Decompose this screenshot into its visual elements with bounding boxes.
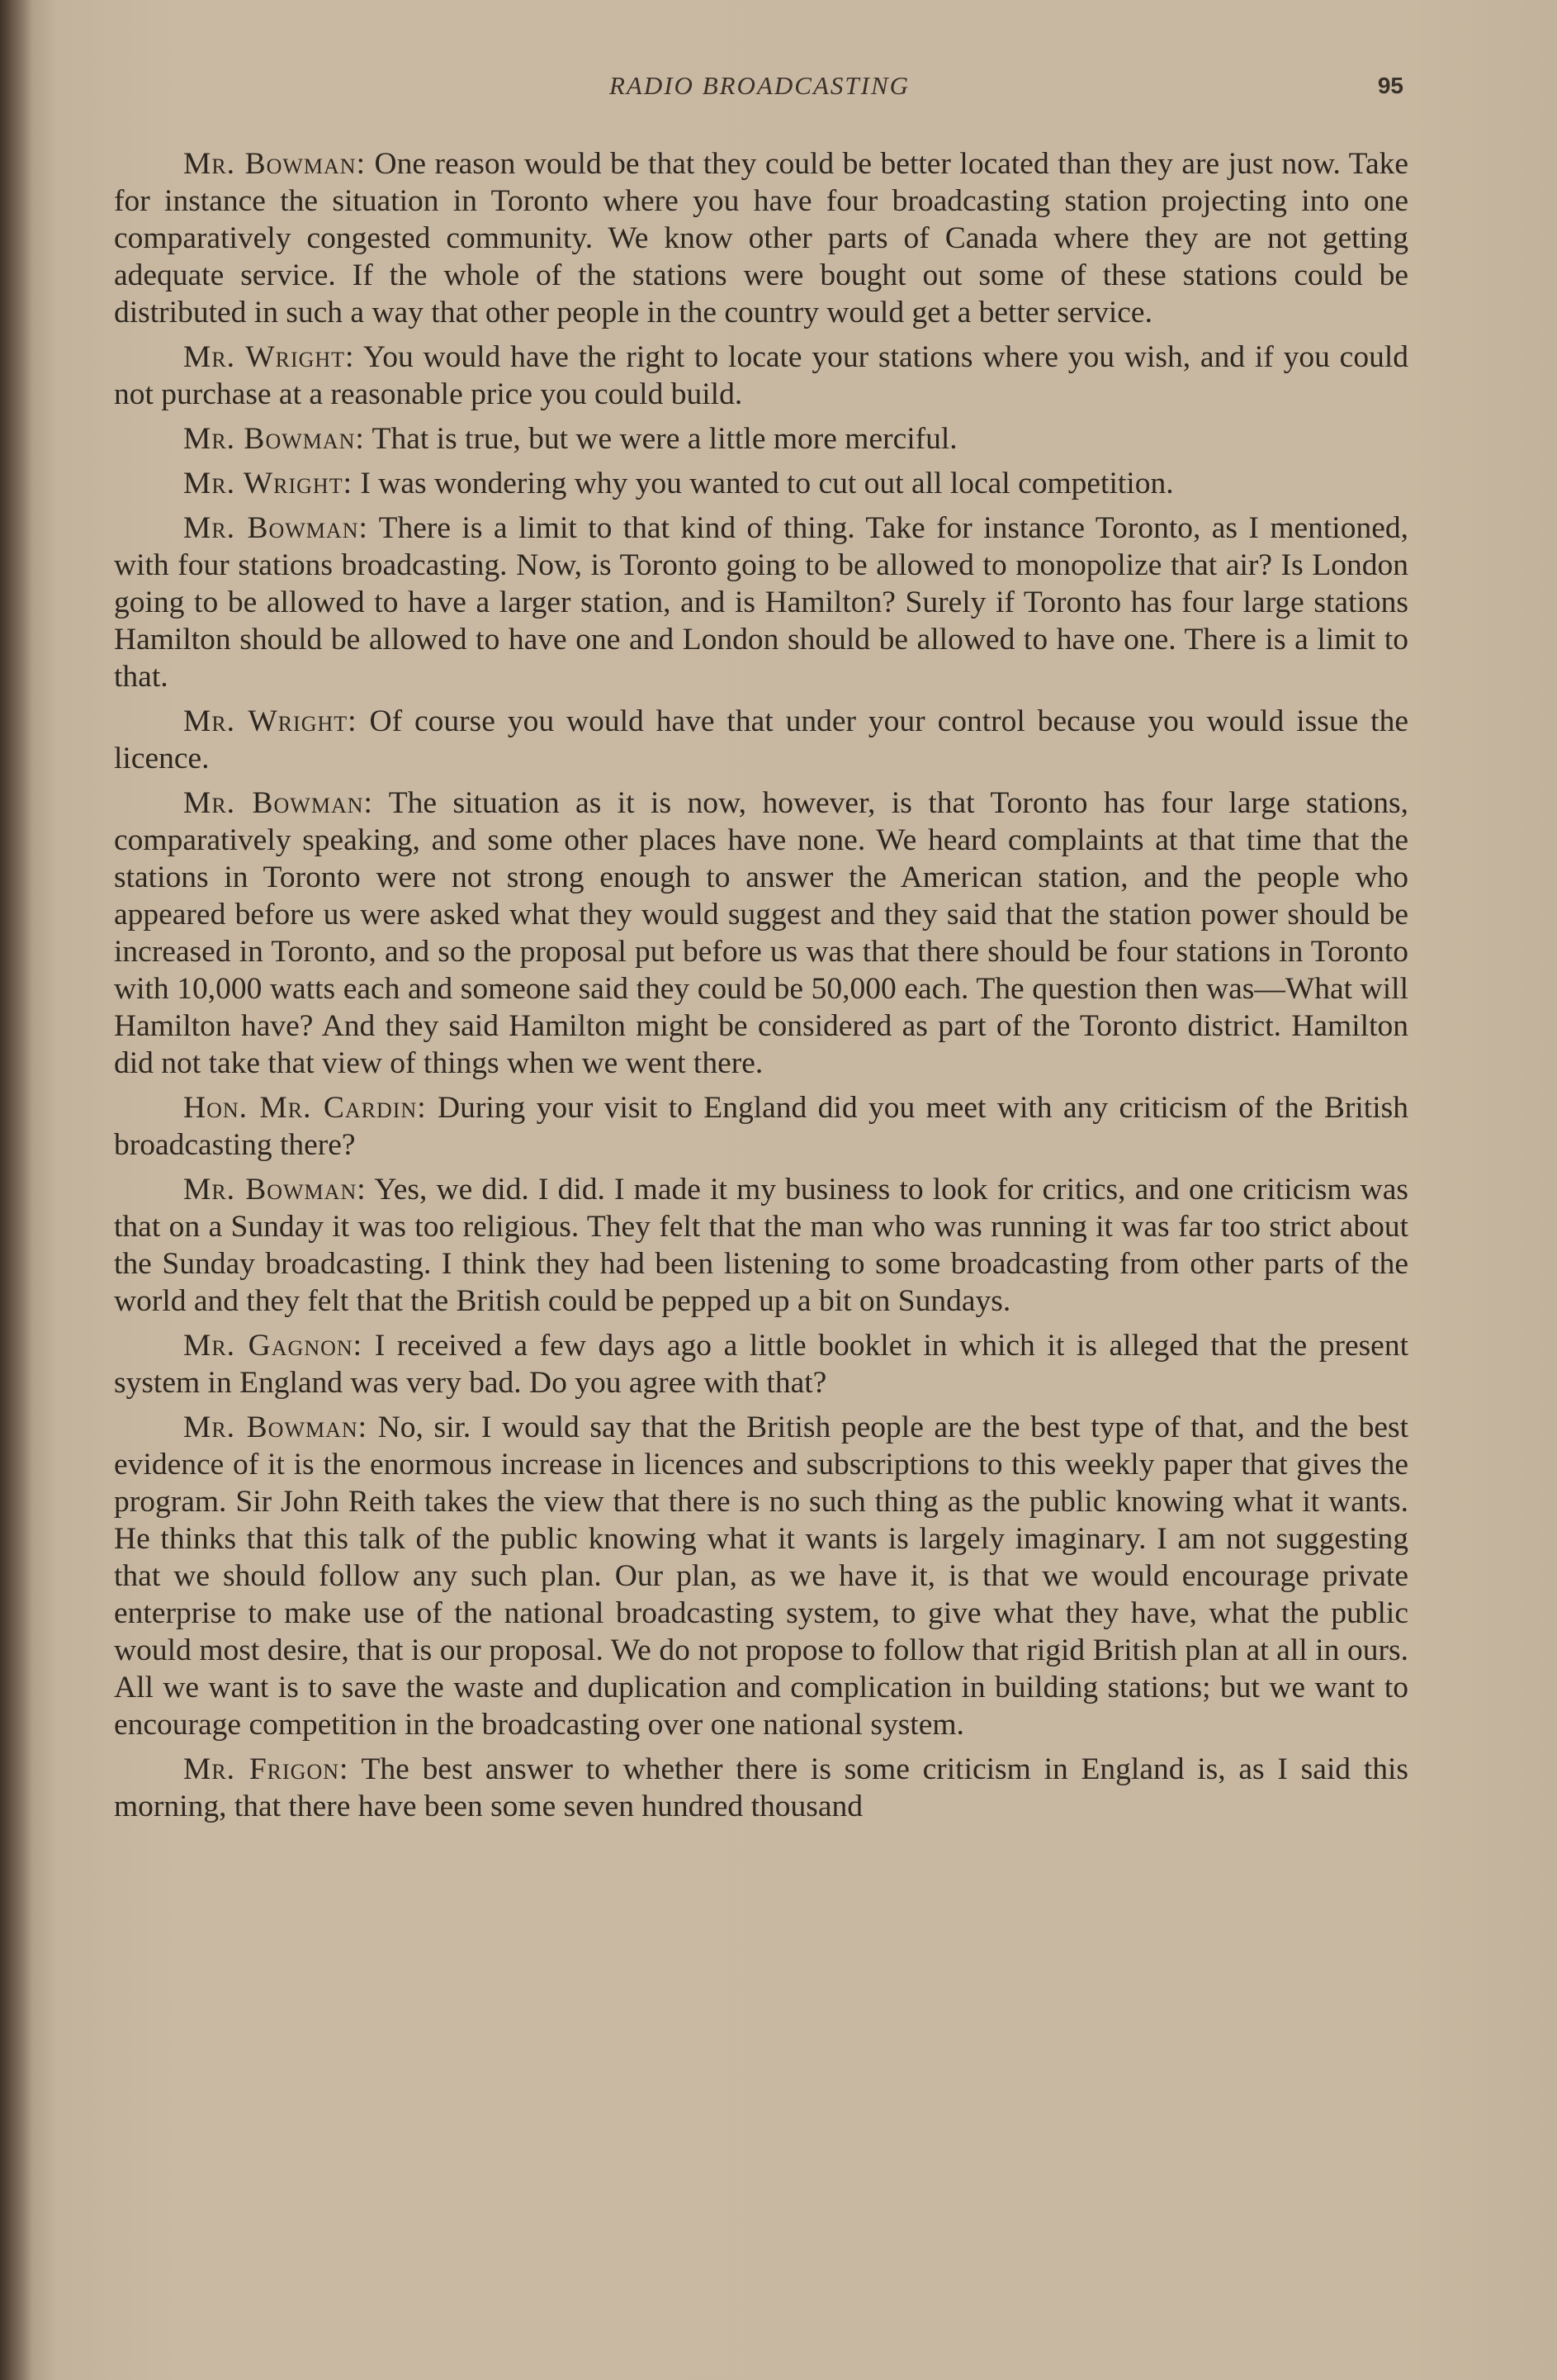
transcript-paragraph xyxy=(114,1327,1408,1401)
speaker-name: Mr. Frigon: xyxy=(183,1752,349,1786)
speaker-name: Mr. Bowman: xyxy=(183,1410,368,1444)
running-title: RADIO BROADCASTING xyxy=(608,71,911,100)
binding-shadow xyxy=(0,0,33,2380)
speech-text: No, sir. I would say that the British people are the best type of that, and the best evidence of it is the enormous increase in licences and subscriptions to this weekly paper that gives the program. Sir John Reith takes the view that there is no such thing as the public knowing what it wants. He thinks that this talk of the public knowing what it wants is largely imaginary. I am not suggesting that we should follow any such plan. Our plan, as we have it, is that we would encourage private enterprise to make use of the national broadcasting system, to give what they have, what the public would most desire, that is our proposal. We do not propose to follow that rigid British plan at all in ours. All we want is to save the waste and duplication and complication in building stations; but we want to encourage competition in the broadcasting over one national system. xyxy=(114,1410,1409,1742)
page-header xyxy=(116,71,1403,112)
speaker-name: Mr. Bowman: xyxy=(183,786,373,820)
speech-text: I received a few days ago a little booklet in which it is alleged that the present system in England was very bad. Do you agree with that? xyxy=(114,1329,1408,1400)
transcript-paragraph xyxy=(114,339,1408,413)
speech-text: Yes, we did. I did. I made it my business to look for critics, and one criticism was that on a Sunday it was too religious. They felt that the man who was running it was far too strict about the Sunday broadcasting. I think they had been listening to some broadcasting from other parts of the world and they felt that the British could be pepped up a bit on Sundays. xyxy=(114,1173,1408,1318)
speech-text: That is true, but we were a little more merciful. xyxy=(364,422,958,456)
speaker-name: Mr. Gagnon: xyxy=(183,1329,363,1363)
speaker-name: Mr. Wright: xyxy=(183,704,357,738)
transcript-paragraph xyxy=(114,785,1408,1082)
speech-text: The best answer to whether there is some criticism in England is, as I said this morning, that there have been some seven hundred thousand xyxy=(114,1752,1408,1823)
speech-text: The situation as it is now, however, is that Toronto has four large stations, comparatively speaking, and some other places have none. We heard complaints at that time that the stations in Toronto were not strong enough to answer the American station, and the people who appeared before us were asked what they would suggest and they said that the station power should be increased in Toronto, and so the proposal put before us was that there should be four stations in Toronto with 10,000 watts each and someone said they could be 50,000 each. The question then was—What will Hamilton have? And they said Hamilton might be considered as part of the Toronto district. Hamilton did not take that view of things when we went there. xyxy=(114,786,1408,1080)
transcript-paragraph xyxy=(114,420,1408,458)
speaker-name: Mr. Bowman: xyxy=(183,147,366,181)
speech-text: One reason would be that they could be better located than they are just now. Take for instance the situation in Toronto where you have four broadcasting station projecting into one comparatively congested community. We know other parts of Canada where they are not getting adequate service. If the whole of the stations were bought out some of these stations could be distributed in such a way that other people in the country would get a better service. xyxy=(114,147,1408,330)
transcript-paragraph xyxy=(114,465,1408,502)
speech-text: During your visit to England did you meet with any criticism of the British broadcasting there? xyxy=(114,1091,1408,1162)
transcript-body xyxy=(114,145,1408,1832)
transcript-paragraph xyxy=(114,1751,1408,1825)
transcript-paragraph xyxy=(114,145,1408,331)
speech-text: Of course you would have that under your control because you would issue the licence. xyxy=(114,704,1408,775)
transcript-paragraph xyxy=(114,1089,1408,1164)
speaker-name: Hon. Mr. Cardin: xyxy=(183,1091,427,1125)
speaker-name: Mr. Wright: xyxy=(183,467,353,500)
page-number: 95 xyxy=(1377,73,1403,98)
speech-text: There is a limit to that kind of thing. Take for instance Toronto, as I mentioned, with four stations broadcasting. Now, is Toronto going to be allowed to monopolize that air? Is London going to be allowed to have a larger station, and is Hamilton? Surely if Toronto has four large stations Hamilton should be allowed to have one and London should be allowed to have one. There is a limit to that. xyxy=(114,511,1408,694)
transcript-paragraph xyxy=(114,1409,1408,1743)
speech-text: I was wondering why you wanted to cut out all local competition. xyxy=(353,467,1174,500)
transcript-paragraph xyxy=(114,703,1408,777)
speaker-name: Mr. Bowman: xyxy=(183,511,368,545)
speaker-name: Mr. Wright: xyxy=(183,340,355,374)
transcript-paragraph xyxy=(114,510,1408,695)
speech-text: You would have the right to locate your stations where you wish, and if you could not purchase at a reasonable price you could build. xyxy=(114,340,1408,411)
speaker-name: Mr. Bowman: xyxy=(183,1173,367,1207)
transcript-paragraph xyxy=(114,1171,1408,1320)
speaker-name: Mr. Bowman: xyxy=(183,422,365,456)
